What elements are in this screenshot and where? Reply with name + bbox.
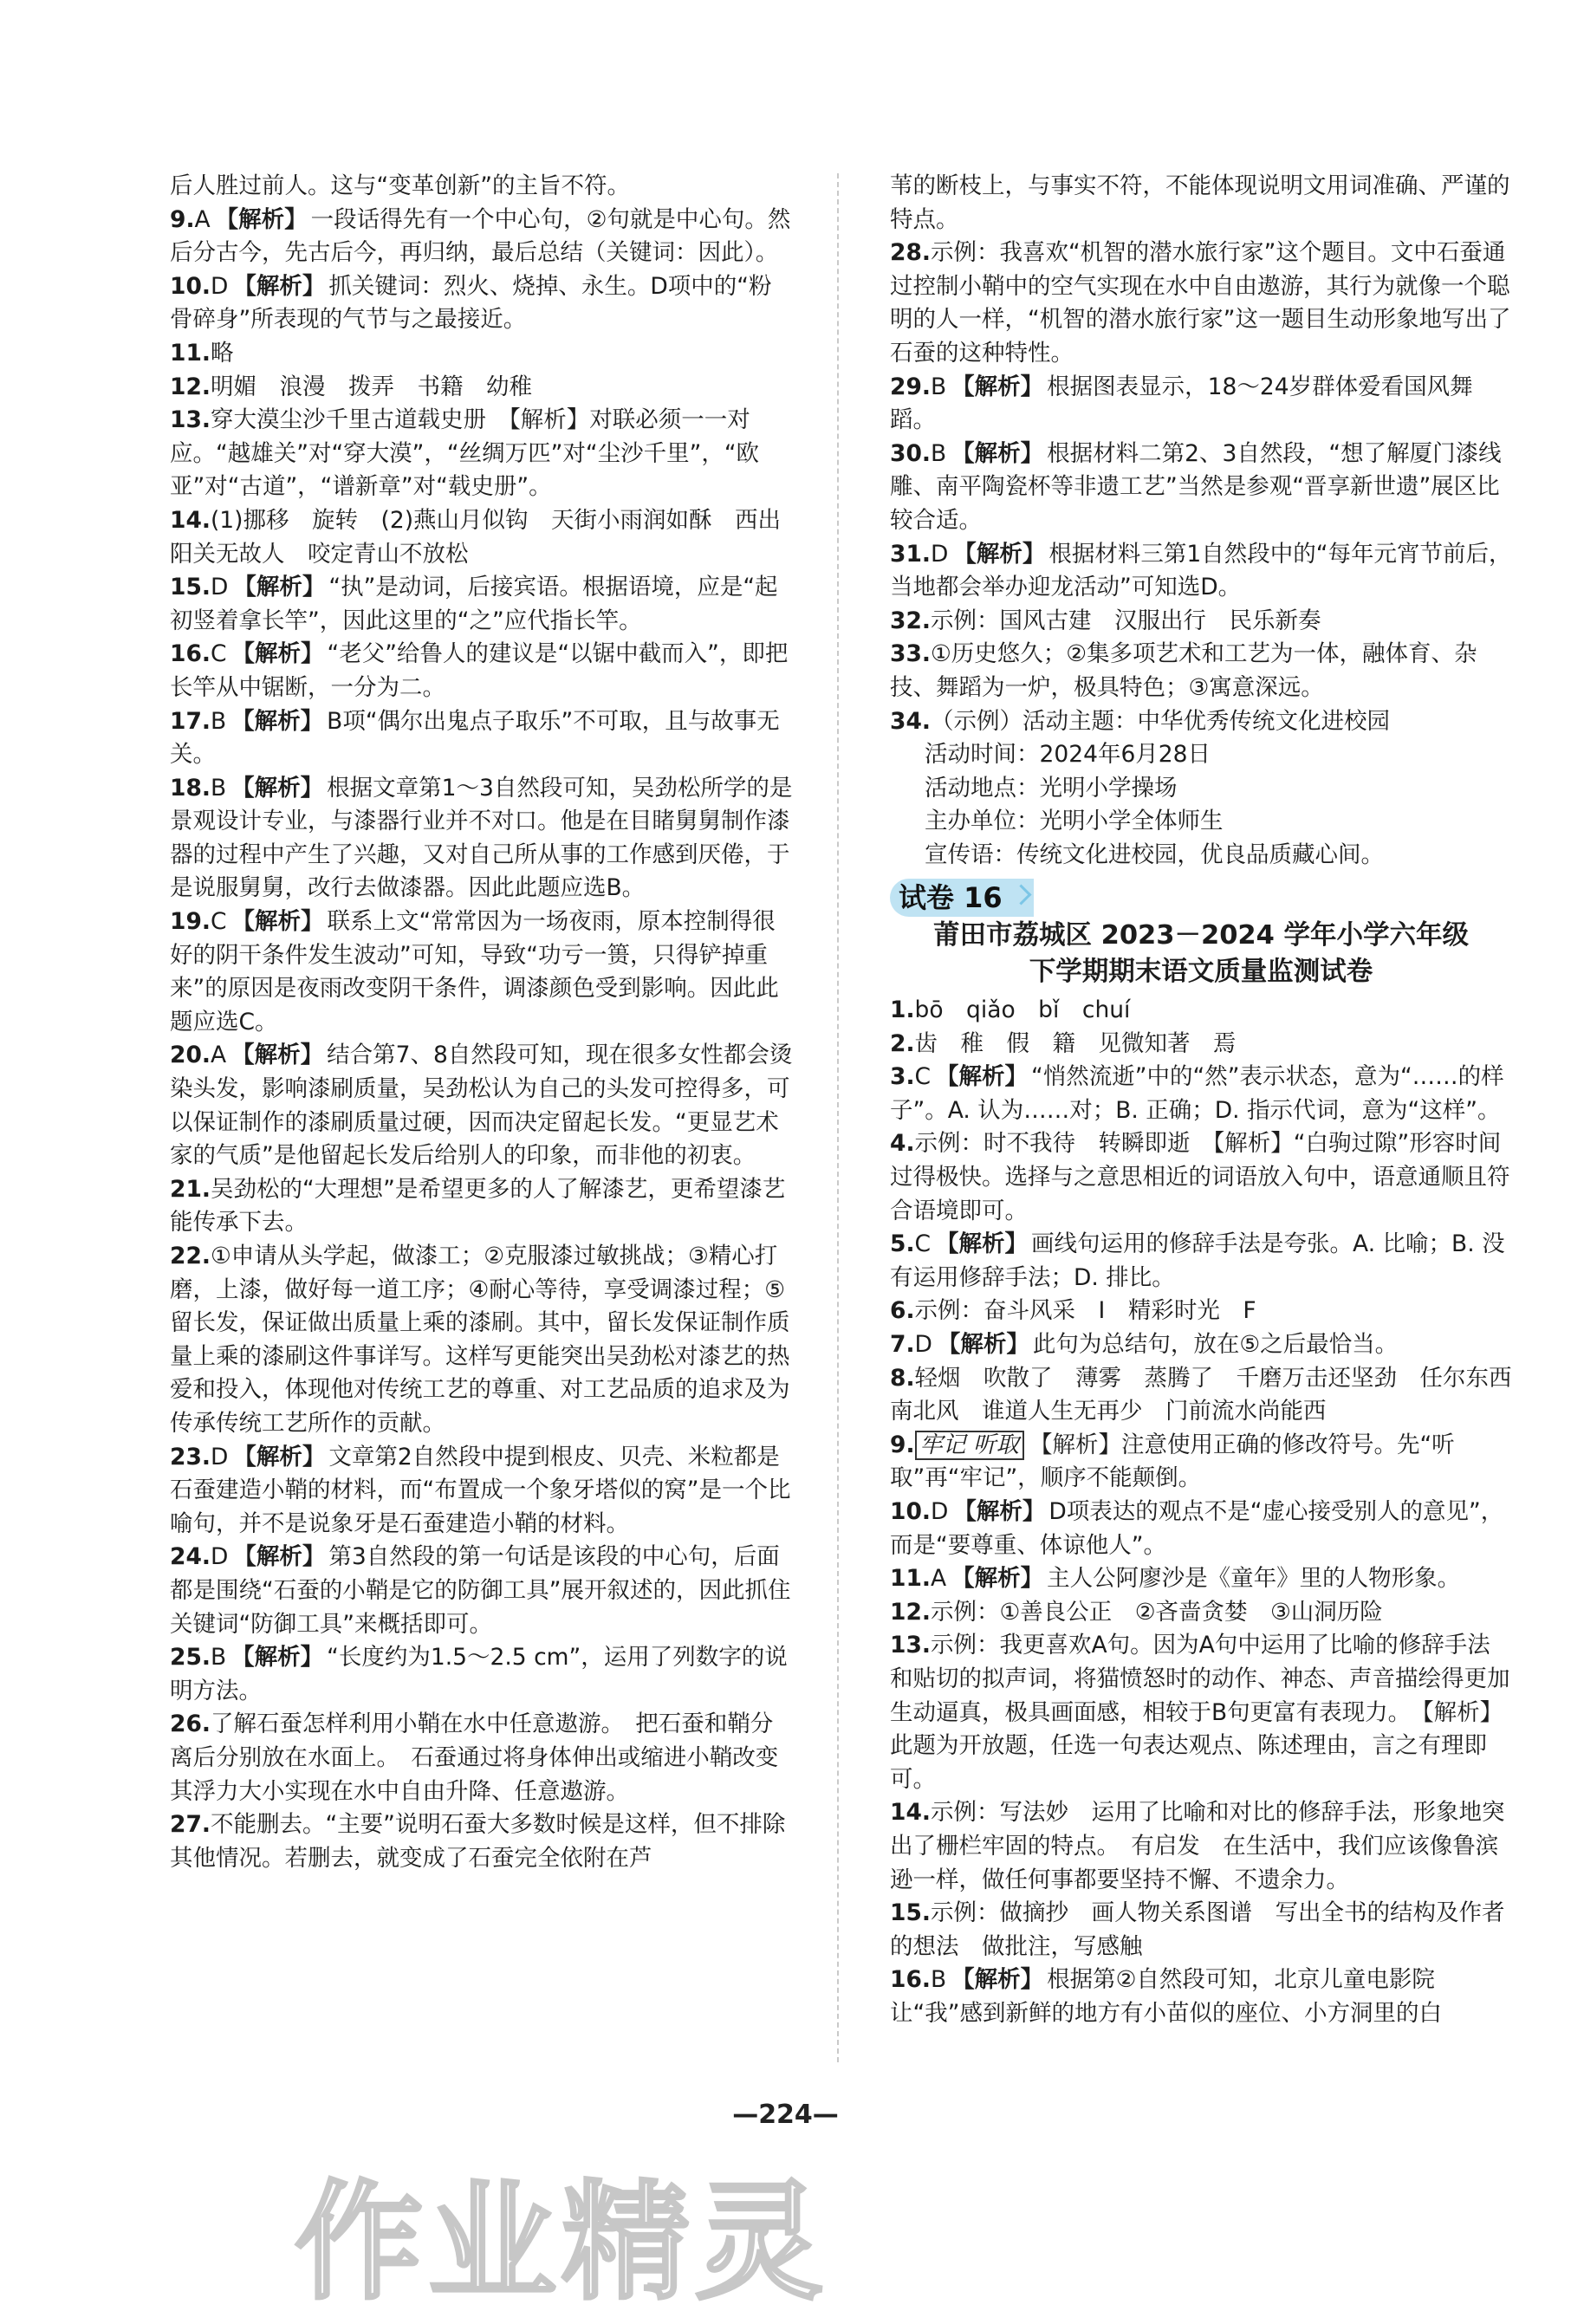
answer-item [170, 772, 794, 906]
answer-text: 根据材料二第2、3自然段，“想了解厦门漆线雕、南平陶瓷杯等非遗工艺”当然是参观“晋享新世遗”展区比较合适。 [890, 439, 1502, 534]
answer-text: 示例：奋斗风采 I 精彩时光 F [914, 1297, 1256, 1325]
answer-item [170, 1240, 794, 1441]
answer-letter: D [930, 540, 949, 568]
question-number: 12. [170, 373, 211, 400]
answer-text: 不能删去。“主要”说明石蚕大多数时候是这样，但不排除其他情况。若删去，就变成了石蚕完全依附在芦 [170, 1811, 786, 1872]
answer-letter: A [930, 1565, 947, 1593]
question-number: 25. [170, 1644, 211, 1672]
answer-text: “老父”给鲁人的建议是“以锯中截而入”，即把长竿从中锯断，一分为二。 [170, 640, 789, 701]
answer-text: B项“偶尔出鬼点子取乐”不可取，且与故事无关。 [170, 707, 780, 769]
analysis-tag: 【解析】 [936, 1230, 1029, 1258]
answer-item [890, 1897, 1512, 1964]
answer-letter: D [210, 1443, 229, 1470]
analysis-tag: 【解析】 [233, 272, 326, 300]
analysis-tag: 【解析】 [937, 1331, 1029, 1358]
answer-item [170, 1808, 794, 1875]
exam-header [890, 879, 1512, 990]
correction-mark-box: 牢记 听取 [915, 1431, 1024, 1460]
answer-text: 穿大漠尘沙千里古道载史册 【解析】对联必须一一对应。“越雄关”对“穿大漠”，“丝绸万匹”对“尘沙千里”，“欧亚”对“古道”，“谱新章”对“载史册”。 [170, 406, 760, 501]
answer-text: 抓关键词：烈火、烧掉、永生。D项中的“粉骨碎身”所表现的气节与之最接近。 [170, 272, 772, 334]
answer-text: 了解石蚕怎样利用小鞘在水中任意遨游。 把石蚕和鞘分离后分别放在水面上。 石蚕通过将身体伸出或缩进小鞘改变其浮力大小实现在水中自由升降、任意遨游。 [170, 1711, 779, 1805]
answer-item [890, 738, 1512, 772]
answer-letter: D [210, 574, 229, 601]
answer-item [890, 839, 1512, 873]
question-number: 12. [890, 1598, 931, 1626]
exam-title-line2: 下学期期末语文质量监测试卷 [1029, 957, 1373, 988]
answer-text: 主人公阿廖沙是《童年》里的人物形象。 [1047, 1565, 1461, 1593]
analysis-tag: 【解析】 [231, 640, 324, 668]
answer-letter: B [210, 774, 227, 802]
answer-text: 宣传语：传统文化进校园，优良品质藏心间。 [925, 841, 1384, 868]
analysis-tag: 【解析】 [233, 1543, 326, 1571]
question-number: 18. [170, 774, 211, 802]
answer-item [890, 705, 1512, 739]
answer-text: ①申请从头学起，做漆工；②克服漆过敏挑战；③精心打磨，上漆，做好每一道工序；④耐心等待，享受调漆过程；⑤留长发，保证做出质量上乘的漆刷。其中，留长发保证制作质量上乘的漆刷这件事详写。这样写更能突出吴劲松对漆艺的热爱和投入，体现他对传统工艺的尊重、对工艺品质的追求及为传承传统工艺所作的贡献。 [170, 1243, 790, 1437]
answer-letter: A [210, 1042, 227, 1069]
answer-item [890, 438, 1512, 538]
watermark: 作业精灵 [295, 2168, 828, 2317]
question-number: 34. [890, 707, 931, 735]
question-number: 24. [170, 1543, 211, 1571]
answer-item [890, 1596, 1512, 1630]
analysis-tag: 【解析】 [231, 908, 324, 936]
answer-item [890, 994, 1512, 1028]
answer-item [890, 1295, 1512, 1328]
analysis-tag: 【解析】 [951, 439, 1044, 467]
answer-letter: A [194, 205, 211, 233]
question-number: 10. [170, 272, 211, 300]
analysis-tag: 【解析】 [233, 1443, 326, 1470]
question-number: 13. [170, 406, 211, 434]
analysis-tag: 【解析】 [953, 540, 1046, 568]
answer-letter: B [930, 373, 947, 400]
answer-item [890, 638, 1512, 704]
question-number: 19. [170, 908, 211, 936]
answer-letter: B [930, 1966, 947, 1994]
answer-text: 明媚 浪漫 拨弄 书籍 幼稚 [210, 373, 532, 400]
answer-text: 文章第2自然段中提到根皮、贝壳、米粒都是石蚕建造小鞘的材料，而“布置成一个象牙塔似的窝”是一个比喻句，并不是说象牙是石蚕建造小鞘的材料。 [170, 1443, 791, 1537]
answer-item [890, 1429, 1512, 1496]
answer-text: “长度约为1.5～2.5 cm”，运用了列数字的说明方法。 [170, 1644, 788, 1704]
answer-text: 根据图表显示，18～24岁群体爱看国风舞蹈。 [890, 373, 1473, 434]
question-number: 15. [170, 574, 211, 601]
answer-item [890, 1964, 1512, 2030]
answer-letter: C [210, 640, 227, 668]
answer-text: 活动时间：2024年6月28日 [925, 741, 1211, 769]
question-number: 7. [890, 1331, 915, 1358]
answer-text: “悄然流逝”中的“然”表示状态，意为“……的样子”。A. 认为……对；B. 正确；D. 指示代词，意为“这样”。 [890, 1063, 1504, 1124]
question-number: 8. [890, 1364, 915, 1392]
answer-item [170, 906, 794, 1039]
answer-item [170, 1708, 794, 1808]
question-number: 15. [890, 1899, 931, 1927]
left-column [170, 170, 794, 1875]
answer-item [890, 1228, 1512, 1295]
question-number: 23. [170, 1443, 211, 1470]
question-number: 16. [170, 640, 211, 668]
question-number: 2. [890, 1029, 915, 1057]
answer-item [170, 1441, 794, 1542]
page-number: —224— [732, 2100, 839, 2130]
question-number: 26. [170, 1711, 211, 1738]
answer-text: 联系上文“常常因为一场夜雨，原本控制得很好的阴干条件发生波动”可知，导致“功亏一篑，只得铲掉重来”的原因是夜雨改变阴干条件，调漆颜色受到影响。因此此题应选C。 [170, 908, 779, 1035]
answer-item [890, 237, 1512, 370]
answer-text: 吴劲松的“大理想”是希望更多的人了解漆艺，更希望漆艺能传承下去。 [170, 1175, 786, 1237]
answer-text: 根据材料三第1自然段中的“每年元宵节前后，当地都会举办迎龙活动”可知选D。 [890, 540, 1512, 601]
question-number: 29. [890, 373, 931, 400]
question-number: 11. [890, 1565, 931, 1593]
question-number: 13. [890, 1632, 931, 1659]
answer-item [170, 571, 794, 638]
analysis-tag: 【解析】 [936, 1063, 1029, 1091]
question-number: 4. [890, 1130, 915, 1158]
answer-text: 后人胜过前人。这与“变革创新”的主旨不符。 [170, 172, 630, 199]
exam-badge: 试卷 16 [890, 879, 1034, 917]
answer-item [170, 204, 794, 270]
answer-item [170, 170, 794, 204]
analysis-tag: 【解析】 [953, 1497, 1046, 1525]
question-number: 9. [890, 1431, 915, 1458]
question-number: 30. [890, 439, 931, 467]
answer-item [890, 1061, 1512, 1127]
answer-item [890, 1629, 1512, 1796]
answer-text: 此句为总结句，放在⑤之后最恰当。 [1032, 1331, 1399, 1358]
answer-item [170, 270, 794, 337]
analysis-tag: 【解析】 [231, 774, 324, 802]
answer-text: （示例）活动主题：中华优秀传统文化进校园 [930, 707, 1390, 735]
question-number: 3. [890, 1063, 915, 1091]
answer-item [890, 1328, 1512, 1362]
answer-letter: B [930, 439, 947, 467]
answer-text: 示例：①善良公正 ②吝啬贪婪 ③山洞历险 [930, 1598, 1383, 1626]
question-number: 16. [890, 1966, 931, 1994]
answer-item [890, 1496, 1512, 1562]
question-number: 10. [890, 1497, 931, 1525]
answer-text: ①历史悠久；②集多项艺术和工艺为一体，融体育、杂技、舞蹈为一炉，极具特色；③寓意深远。 [890, 640, 1477, 701]
question-number: 20. [170, 1042, 211, 1069]
answer-item [170, 371, 794, 405]
answer-text: D项表达的观点不是“虚心接受别人的意见”，而是“要尊重、体谅他人”。 [890, 1497, 1504, 1559]
answer-text: 结合第7、8自然段可知，现在很多女性都会烫染头发，影响漆刷质量，吴劲松认为自己的头发可控得多，可以保证制作的漆刷质量过硬，因而决定留起长发。“更显艺术家的气质”是他留起长发后给别人的印象，而非他的初衷。 [170, 1042, 793, 1170]
question-number: 6. [890, 1297, 915, 1325]
answer-letter: B [210, 1644, 227, 1672]
question-number: 28. [890, 239, 931, 267]
analysis-tag: 【解析】 [231, 1644, 324, 1672]
answer-text: 第3自然段的第一句话是该段的中心句，后面都是围绕“石蚕的小鞘是它的防御工具”展开叙述的，因此抓住关键词“防御工具”来概括即可。 [170, 1543, 791, 1638]
answer-text: (1)挪移 旋转 (2)燕山月似钩 天街小雨润如酥 西出阳关无故人 咬定青山不放松 [170, 506, 782, 568]
answer-item [890, 1796, 1512, 1897]
answer-item [890, 1127, 1512, 1228]
question-number: 32. [890, 607, 931, 634]
question-number: 11. [170, 339, 211, 367]
question-number: 1. [890, 996, 915, 1024]
answer-letter: D [210, 1543, 229, 1571]
answer-text: 示例：国风古建 汉服出行 民乐新奏 [930, 607, 1321, 634]
answer-text: 示例：时不我待 转瞬即逝 【解析】“白驹过隙”形容时间过得极快。选择与之意思相近的词语放入句中，语意通顺且符合语境即可。 [890, 1130, 1510, 1224]
question-number: 14. [890, 1799, 931, 1827]
answer-letter: B [210, 707, 227, 735]
answer-text: 主办单位：光明小学全体师生 [925, 808, 1224, 835]
analysis-tag: 【解析】 [231, 1042, 324, 1069]
answer-text: 示例：做摘抄 画人物关系图谱 写出全书的结构及作者的想法 做批注，写感触 [890, 1899, 1505, 1960]
answer-letter: D [914, 1331, 932, 1358]
answer-item [890, 772, 1512, 806]
analysis-tag: 【解析】 [233, 574, 326, 601]
answer-letter: C [210, 908, 227, 936]
answer-text: 根据第②自然段可知，北京儿童电影院让“我”感到新鲜的地方有小苗似的座位、小方洞里的白 [890, 1966, 1442, 2027]
answer-text: 苇的断枝上，与事实不符，不能体现说明文用词准确、严谨的特点。 [890, 172, 1510, 233]
question-number: 5. [890, 1230, 915, 1258]
answer-item [170, 337, 794, 371]
answer-text: “执”是动词，后接宾语。根据语境，应是“起初竖着拿长竿”，因此这里的“之”应代指长竿。 [170, 574, 778, 634]
question-number: 33. [890, 640, 931, 668]
answer-item [170, 1641, 794, 1708]
analysis-tag: 【解析】 [215, 205, 308, 233]
question-number: 22. [170, 1243, 211, 1269]
answer-item [890, 170, 1512, 237]
answer-item [170, 1039, 794, 1172]
question-number: 31. [890, 540, 931, 568]
answer-item [890, 538, 1512, 605]
question-number: 27. [170, 1811, 211, 1839]
question-number: 21. [170, 1175, 211, 1203]
analysis-tag: 【解析】 [951, 1966, 1044, 1994]
answer-text: 轻烟 吹散了 薄雾 蒸腾了 千磨万击还坚劲 任尔东西南北风 谁道人生无再少 门前流水尚能西 [890, 1364, 1512, 1425]
answer-text: 示例：写法妙 运用了比喻和对比的修辞手法，形象地突出了栅栏牢固的特点。 有启发 在生活中，我们应该像鲁滨逊一样，做任何事都要坚持不懈、不遗余力。 [890, 1799, 1505, 1893]
answer-text: 示例：我喜欢“机智的潜水旅行家”这个题目。文中石蚕通过控制小鞘中的空气实现在水中自由遨游，其行为就像一个聪明的人一样，“机智的潜水旅行家”这一题目生动形象地写出了石蚕的这种特性。 [890, 239, 1511, 367]
analysis-tag: 【解析】 [951, 1565, 1044, 1593]
answer-text: 根据文章第1～3自然段可知，吴劲松所学的是景观设计专业，与漆器行业并不对口。他是在目睹舅舅制作漆器的过程中产生了兴趣，又对自己所从事的工作感到厌倦，于是说服舅舅，改行去做漆器。因此此题应选B。 [170, 774, 793, 902]
analysis-tag: 【解析】 [951, 373, 1044, 400]
question-number: 9. [170, 205, 195, 233]
exam-title-line1: 莆田市荔城区 2023－2024 学年小学六年级 [932, 920, 1469, 951]
right-column [890, 170, 1512, 2030]
answer-text: bō qiǎo bǐ chuí [914, 996, 1131, 1024]
analysis-tag: 【解析】 [231, 707, 324, 735]
answer-text: 画线句运用的修辞手法是夸张。A. 比喻；B. 没有运用修辞手法；D. 排比。 [890, 1230, 1505, 1291]
answer-item [890, 805, 1512, 839]
answer-letter: C [914, 1230, 932, 1258]
answer-letter: D [930, 1497, 949, 1525]
answer-item [890, 371, 1512, 438]
answer-text: 一段话得先有一个中心句，②句就是中心句。然后分古今，先古后今，再归纳，最后总结（关键词：因此）。 [170, 205, 791, 267]
answer-item [170, 1173, 794, 1240]
answer-text: 示例：我更喜欢A句。因为A句中运用了比喻的修辞手法和贴切的拟声词，将猫愤怒时的动作、神态、声音描绘得更加生动逼真，极具画面感，相较于B句更富有表现力。 【解析】此题为开放题，任选一句表达观点、陈述理由，言之有理即可。 [890, 1632, 1510, 1793]
answer-item [170, 1541, 794, 1641]
answer-item [170, 404, 794, 504]
answer-text: 略 [210, 339, 234, 367]
answer-item [890, 1362, 1512, 1429]
answer-item [890, 1562, 1512, 1596]
answer-item [170, 504, 794, 571]
answer-letter: C [914, 1063, 932, 1091]
answer-text: 活动地点：光明小学操场 [925, 774, 1178, 802]
column-divider [837, 173, 839, 2062]
question-number: 14. [170, 506, 211, 534]
answer-text: 【解析】注意使用正确的修改符号。先“听取”再“牢记”，顺序不能颠倒。 [890, 1431, 1455, 1492]
answer-item [890, 605, 1512, 639]
answer-letter: D [210, 272, 229, 300]
question-number: 17. [170, 707, 211, 735]
answer-item [170, 705, 794, 772]
answer-item [170, 638, 794, 704]
answer-text: 齿 稚 假 籍 见微知著 焉 [914, 1029, 1237, 1057]
answer-item [890, 1028, 1512, 1061]
